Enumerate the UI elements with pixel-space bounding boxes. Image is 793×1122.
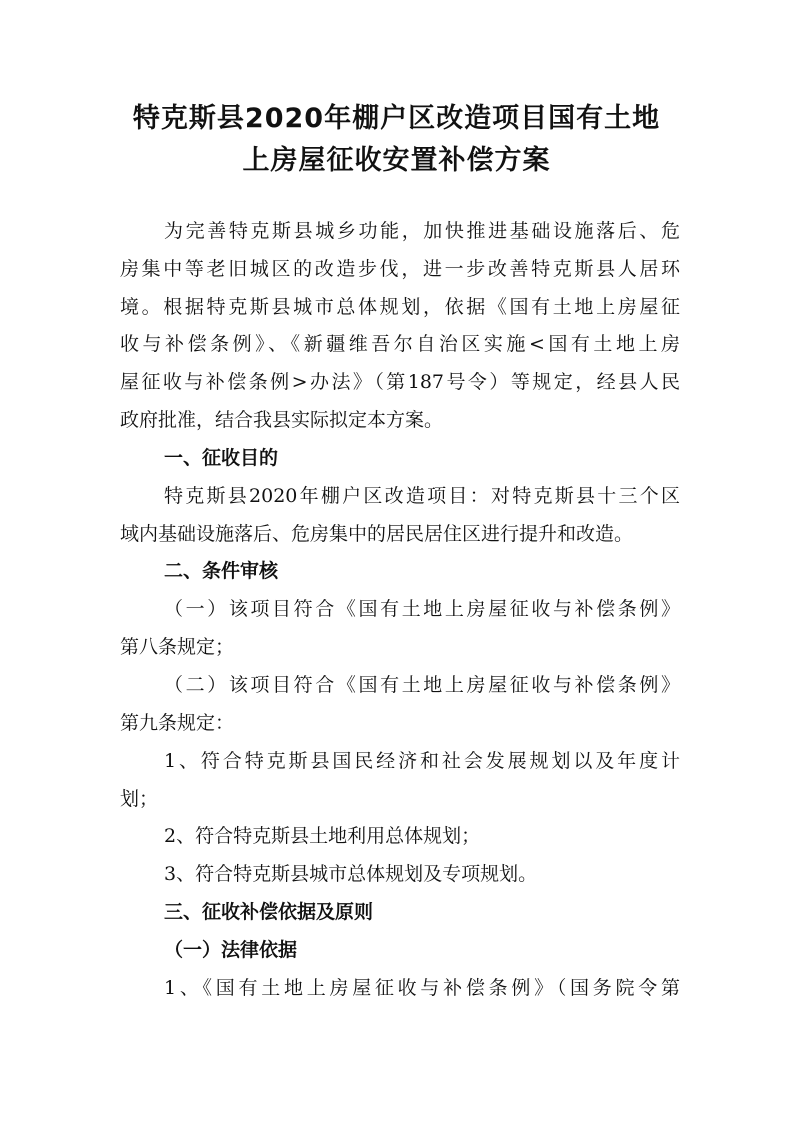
paragraph-line: 政府批准，结合我县实际拟定本方案。	[120, 409, 444, 431]
section-heading: 二、条件审核	[164, 560, 279, 582]
paragraph-line: 特克斯县2020年棚户区改造项目：对特克斯县十三个区	[164, 485, 680, 507]
paragraph-line: 1、《国有土地上房屋征收与补偿条例》（国务院令第	[164, 977, 680, 999]
paragraph-line: 域内基础设施落后、危房集中的居民居住区进行提升和改造。	[120, 523, 634, 545]
paragraph-line: 第八条规定；	[120, 636, 235, 658]
paragraph-line: 收与补偿条例》、《新疆维吾尔自治区实施<国有土地上房	[120, 333, 680, 355]
paragraph-line: （一）该项目符合《国有土地上房屋征收与补偿条例》	[164, 598, 680, 620]
section-heading: 一、征收目的	[164, 447, 279, 469]
section-heading: 三、征收补偿依据及原则	[164, 901, 374, 923]
paragraph-line: 第九条规定：	[120, 712, 235, 734]
subsection-heading: （一）法律依据	[164, 939, 298, 961]
paragraph-line: 房集中等老旧城区的改造步伐，进一步改善特克斯县人居环	[120, 258, 680, 280]
paragraph-line: 2、符合特克斯县土地利用总体规划；	[164, 825, 481, 847]
document-title-line-1: 特克斯县2020年棚户区改造项目国有土地	[132, 103, 661, 134]
paragraph-line: 境。根据特克斯县城市总体规划，依据《国有土地上房屋征	[120, 296, 680, 318]
paragraph-line: 1、符合特克斯县国民经济和社会发展规划以及年度计	[164, 750, 680, 772]
document-title-line-2: 上房屋征收安置补偿方案	[242, 145, 551, 176]
paragraph-line: 为完善特克斯县城乡功能，加快推进基础设施落后、危	[164, 220, 680, 242]
paragraph-line: 3、符合特克斯县城市总体规划及专项规划。	[164, 863, 538, 885]
paragraph-line: 屋征收与补偿条例>办法》（第187号令）等规定，经县人民	[120, 371, 680, 393]
paragraph-line: 划；	[120, 788, 159, 810]
paragraph-line: （二）该项目符合《国有土地上房屋征收与补偿条例》	[164, 674, 680, 696]
